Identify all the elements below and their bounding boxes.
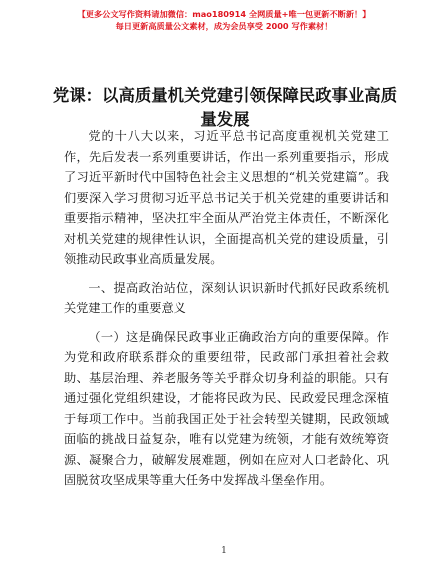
promo-banner-line-1: 【更多公文写作资料请加微信：mao180914 全网质量+唯一包更新不断新！】 bbox=[77, 9, 371, 19]
intro-paragraph: 党的十八大以来，习近平总书记高度重视机关党建工作，先后发表一系列重要讲话，作出一系列重要指示，形成了习近平新时代中国特色社会主义思想的“机关党建篇”。我们要深入学习贯彻习近平总书记关于机关党建的重要讲话和重要指示精神，坚决扛牢全面从严治党主体责任，不断深化对机关党建的规律性认识，全面提高机关党的建设质量，引领推动民政事业高质量发展。 bbox=[64, 129, 389, 266]
page-number: 1 bbox=[221, 546, 227, 556]
section-heading-1: 一、提高政治站位，深刻认识识新时代抓好民政系统机关党建工作的重要意义 bbox=[64, 280, 389, 315]
subsection-paragraph-1: （一）这是确保民政事业正确政治方向的重要保障。作为党和政府联系群众的重要纽带，民政部门承担着社会救助、基层治理、养老服务等关乎群众切身利益的职能。只有通过强化党组织建设，才能将民政为民、民政爱民理念深植于每项工作中。当前我国正处于社会转型关键期，民政领域面临的挑战日益复杂，唯有以党建为统领，才能有效统筹资源、凝聚合力，破解发展难题，例如在应对人口老龄化、巩固脱贫攻坚成果等重大任务中发挥战斗堡垒作用。 bbox=[64, 329, 389, 487]
promo-banner-line-2: 每日更新高质量公文素材，成为会员享受 2000 写作素材！ bbox=[115, 21, 333, 31]
document-body bbox=[64, 126, 389, 491]
promo-banner bbox=[0, 8, 448, 32]
document-title: 党课：以高质量机关党建引领保障民政事业高质量发展 bbox=[52, 86, 398, 129]
